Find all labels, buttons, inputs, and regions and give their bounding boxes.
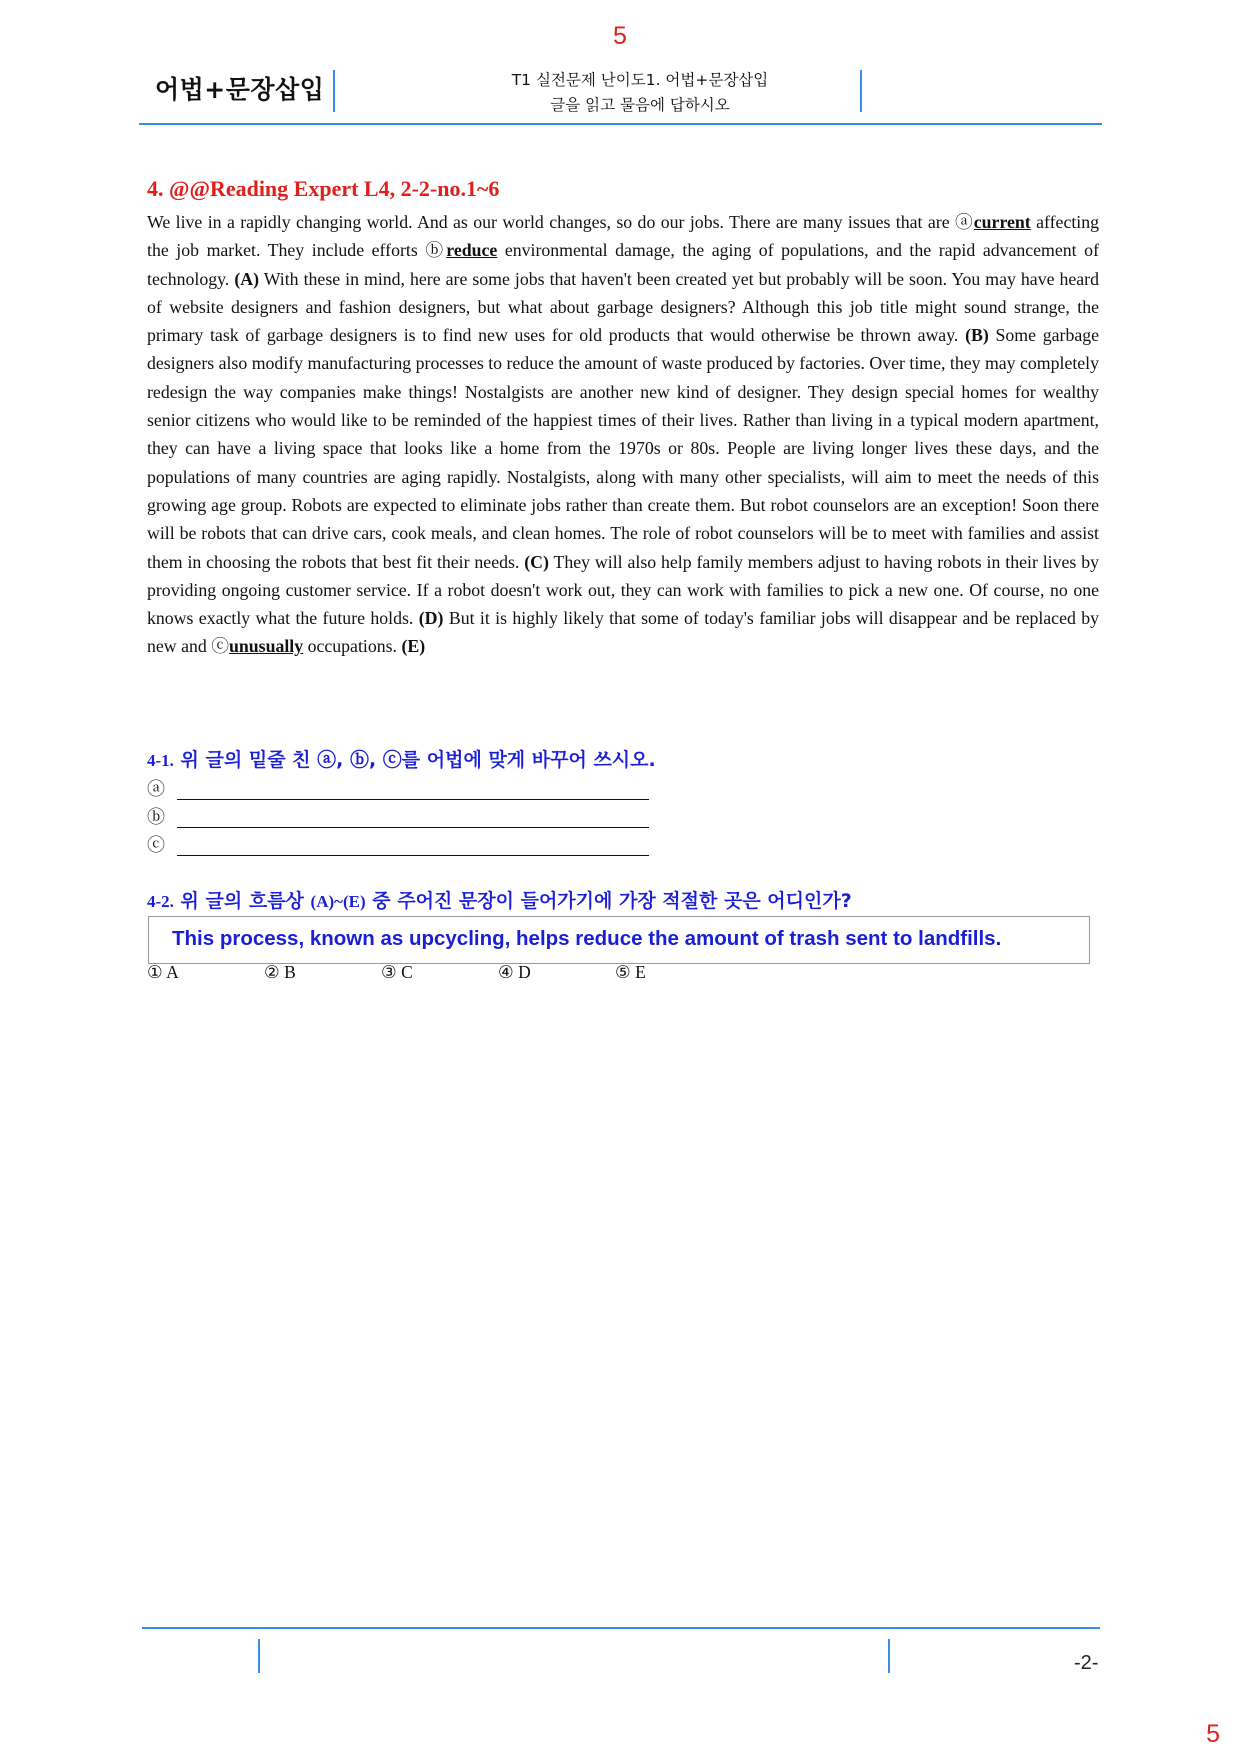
page-number-top: 5 — [613, 22, 627, 50]
answer-line-a-label: ⓐ — [147, 779, 165, 799]
passage-text: They will also help family members adjust to having robots in their lives by providing ongoing customer service. If a robot doesn't work out, they can work with families to pick a new one. Of course, no one knows exactly what the future holds. — [147, 551, 1099, 629]
sub-question-2 — [147, 886, 852, 913]
sub-question-2-text-pre: 위 글의 흐름상 — [180, 890, 304, 912]
insertion-label-a: (A) — [234, 268, 260, 289]
passage-text: With these in mind, here are some jobs that haven't been created yet but probably will be soon. You may have heard of website designers and fashion designers, but what about garbage designers? Although this job title might sound strange, the primary task of garbage designers is to find new uses for old products that would otherwise be thrown away. — [147, 268, 1099, 346]
reading-passage — [147, 208, 1099, 661]
header-title: 어법+문장삽입 — [155, 75, 325, 104]
insertion-label-c: (C) — [524, 551, 549, 572]
underlined-word-a: current — [973, 212, 1031, 232]
underlined-word-b: reduce — [446, 240, 498, 261]
answer-line-c-label: ⓒ — [147, 835, 165, 855]
answer-line-b[interactable] — [147, 803, 649, 829]
mark-b: ⓑ — [425, 240, 447, 261]
choice-4[interactable]: ④ D — [498, 962, 531, 982]
passage-text: We live in a rapidly changing world. And as our world changes, so do our jobs. There are many issues that are — [147, 212, 950, 232]
footer-divider-left — [258, 1639, 260, 1673]
passage-text: affecting the job market. They include efforts — [147, 212, 1099, 261]
underlined-word-c: unusually — [229, 636, 304, 657]
header-line2: 글을 읽고 물음에 답하시오 — [550, 96, 730, 114]
sub-question-1 — [147, 745, 656, 772]
passage-text: occupations. — [307, 636, 397, 657]
answer-blank-c[interactable] — [177, 837, 649, 856]
answer-line-c[interactable] — [147, 831, 649, 857]
choice-2[interactable]: ② B — [264, 962, 296, 982]
header-rule — [139, 123, 1102, 125]
page-number-corner: 5 — [1206, 1720, 1220, 1748]
header-line1: T1 실전문제 난이도1. 어법+문장삽입 — [511, 71, 769, 89]
answer-line-a[interactable] — [147, 775, 649, 801]
question-title: 4. @@Reading Expert L4, 2-2-no.1~6 — [147, 176, 500, 201]
passage-text: Some garbage designers also modify manufacturing processes to reduce the amount of waste produced by factories. Over time, they may completely redesign the way companies make things! Nostalgists are another new kind of designer. They design special homes for wealthy senior citizens who would like to be reminded of the happiest times of their lives. Rather than living in a typical modern apartment, they can have a living space that looks like a home from the 1970s or 80s. People are living longer lives these days, and the populations of many countries are aging rapidly. Nostalgists, along with many other specialists, will aim to meet the needs of this growing age group. Robots are expected to eliminate jobs rather than create them. But robot counselors are an exception! Soon there will be robots that can drive cars, cook meals, and clean homes. The role of robot counselors will be to meet with families and assist them in choosing the robots that best fit their needs. — [147, 325, 1100, 572]
answer-line-b-label: ⓑ — [147, 807, 165, 827]
header-divider-left — [333, 70, 335, 112]
passage-text: environmental damage, the aging of populations, and the rapid advancement of technology. — [147, 240, 1099, 289]
sub-question-1-number: 4-1. — [147, 751, 174, 770]
sub-question-2-range: (A)~(E) — [310, 892, 366, 911]
footer-rule — [142, 1627, 1100, 1629]
mark-a: ⓐ — [955, 212, 974, 232]
insertion-label-d: (D) — [418, 608, 444, 629]
sub-question-1-text: 위 글의 밑줄 친 ⓐ, ⓑ, ⓒ를 어법에 맞게 바꾸어 쓰시오. — [180, 749, 656, 771]
choice-5[interactable]: ⑤ E — [615, 962, 646, 982]
mark-c: ⓒ — [211, 636, 229, 657]
insertion-label-b: (B) — [965, 325, 989, 346]
answer-blank-b[interactable] — [177, 809, 649, 828]
sub-question-2-number: 4-2. — [147, 892, 174, 911]
footer-divider-right — [888, 1639, 890, 1673]
header-divider-right — [860, 70, 862, 112]
answer-choices — [147, 962, 732, 983]
footer-page-number: -2- — [1074, 1652, 1099, 1674]
choice-3[interactable]: ③ C — [381, 962, 413, 982]
given-sentence: This process, known as upcycling, helps reduce the amount of trash sent to landfills. — [172, 927, 1002, 950]
passage-text: But it is highly likely that some of today's familiar jobs will disappear and be replaced by new and — [147, 608, 1100, 657]
sub-question-2-text-post: 중 주어진 문장이 들어가기에 가장 적절한 곳은 어디인가? — [372, 890, 852, 912]
answer-blank-a[interactable] — [177, 781, 649, 800]
choice-1[interactable]: ① A — [147, 962, 179, 982]
insertion-label-e: (E) — [401, 636, 426, 657]
